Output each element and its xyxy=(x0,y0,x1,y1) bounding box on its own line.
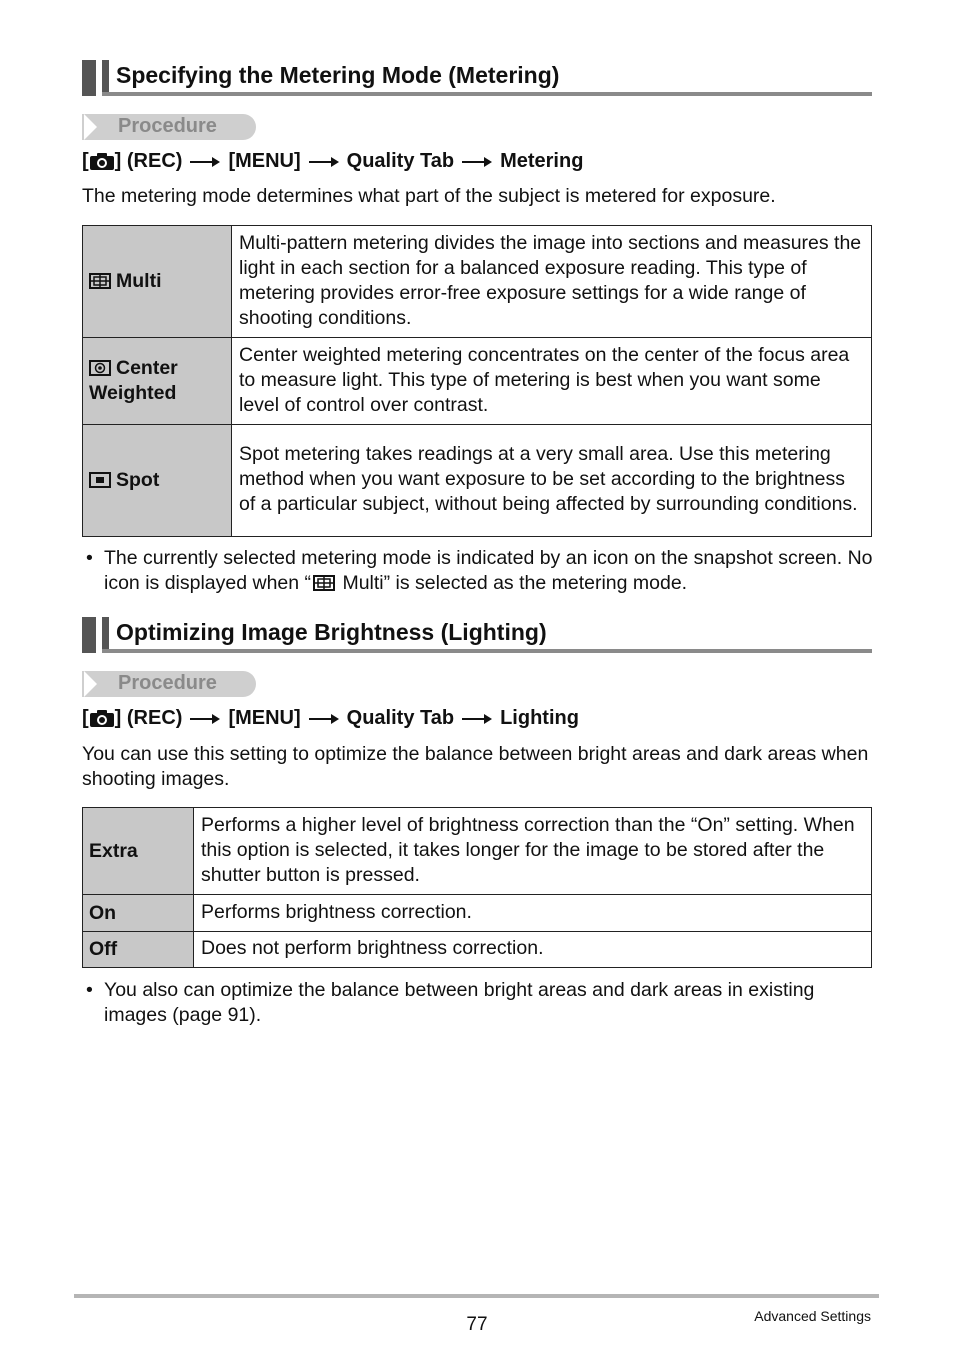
table-value: Performs a higher level of brightness correction than the “On” setting. When this option is selected, it takes longer for the image to be stored after the shutter button is pressed. xyxy=(194,808,872,895)
arrow-right-icon xyxy=(190,156,220,168)
multi-metering-icon xyxy=(89,273,111,289)
metering-table xyxy=(82,225,872,537)
section-title: Optimizing Image Brightness (Lighting) xyxy=(116,619,547,645)
arrow-right-icon xyxy=(190,713,220,725)
procedure-text: Procedure xyxy=(118,672,217,694)
intro-paragraph: The metering mode determines what part of the subject is metered for exposure. xyxy=(82,185,776,207)
arrow-right-icon xyxy=(462,713,492,725)
rec-label: ] (REC) xyxy=(114,707,183,729)
rec-label: ] (REC) xyxy=(114,150,183,172)
section-heading-lighting xyxy=(82,617,872,653)
note-lighting: • You also can optimize the balance between bright areas and dark areas in existing images (page 91). xyxy=(86,979,815,1026)
menu-label: [MENU] xyxy=(228,707,301,729)
chevron-icon xyxy=(84,114,97,140)
table-key: Off xyxy=(83,932,194,968)
table-value: Center weighted metering concentrates on the center of the focus area to measure light. This type of metering is best when you want some level of control over contrast. xyxy=(232,338,872,425)
item-label: Lighting xyxy=(500,707,579,729)
table-key: Spot xyxy=(83,425,232,537)
menu-label: [MENU] xyxy=(228,150,301,172)
page-number: 77 xyxy=(466,1314,488,1335)
procedure-label xyxy=(82,671,256,697)
table-value: Multi-pattern metering divides the image into sections and measures the light in each section for a balanced exposure reading. This type of metering provides error-free exposure settings for a wide range of shooting conditions. xyxy=(232,226,872,338)
section-title: Specifying the Metering Mode (Metering) xyxy=(116,62,560,88)
table-row xyxy=(83,932,872,968)
note-metering: • The currently selected metering mode is indicated by an icon on the snapshot screen. No icon is displayed when “ Multi” is selected as the metering mode. xyxy=(86,547,873,594)
bullet: • xyxy=(86,547,93,569)
arrow-right-icon xyxy=(309,713,339,725)
table-key: Multi xyxy=(83,226,232,338)
intro-paragraph: You can use this setting to optimize the balance between bright areas and dark areas when shooting images. xyxy=(82,743,869,790)
table-value: Does not perform brightness correction. xyxy=(194,932,872,968)
section-heading-metering xyxy=(82,60,872,96)
table-value: Performs brightness correction. xyxy=(194,895,872,932)
item-label: Metering xyxy=(500,150,584,172)
table-key: Extra xyxy=(83,808,194,895)
lighting-table xyxy=(82,807,872,968)
bracket: [ xyxy=(82,707,89,729)
procedure-label xyxy=(82,114,256,140)
heading-bar xyxy=(82,60,96,96)
bullet: • xyxy=(86,979,93,1001)
camera-icon xyxy=(89,152,115,171)
table-key: On xyxy=(83,895,194,932)
table-key: Center Weighted xyxy=(83,338,232,425)
bracket: [ xyxy=(82,150,89,172)
heading-bar xyxy=(102,617,109,653)
heading-bar xyxy=(82,617,96,653)
table-row xyxy=(83,338,872,425)
table-row xyxy=(83,425,872,537)
center-weighted-metering-icon xyxy=(89,360,111,376)
table-row xyxy=(83,226,872,338)
heading-rule xyxy=(102,649,872,653)
table-row xyxy=(83,808,872,895)
table-value: Spot metering takes readings at a very small area. Use this metering method when you want exposure to be set according to the brightness of a particular subject, without being affected by surrounding conditions. xyxy=(232,425,872,537)
menu-path xyxy=(82,150,583,173)
multi-metering-icon xyxy=(313,575,335,591)
table-row xyxy=(83,895,872,932)
camera-icon xyxy=(89,709,115,728)
arrow-right-icon xyxy=(462,156,492,168)
spot-metering-icon xyxy=(89,472,111,488)
tab-label: Quality Tab xyxy=(346,150,455,172)
procedure-text: Procedure xyxy=(118,115,217,137)
heading-bar xyxy=(102,60,109,96)
footer-section-name: Advanced Settings xyxy=(754,1308,871,1324)
heading-rule xyxy=(102,92,872,96)
arrow-right-icon xyxy=(309,156,339,168)
footer-rule xyxy=(74,1294,879,1298)
chevron-icon xyxy=(84,671,97,697)
menu-path xyxy=(82,707,579,730)
tab-label: Quality Tab xyxy=(346,707,455,729)
